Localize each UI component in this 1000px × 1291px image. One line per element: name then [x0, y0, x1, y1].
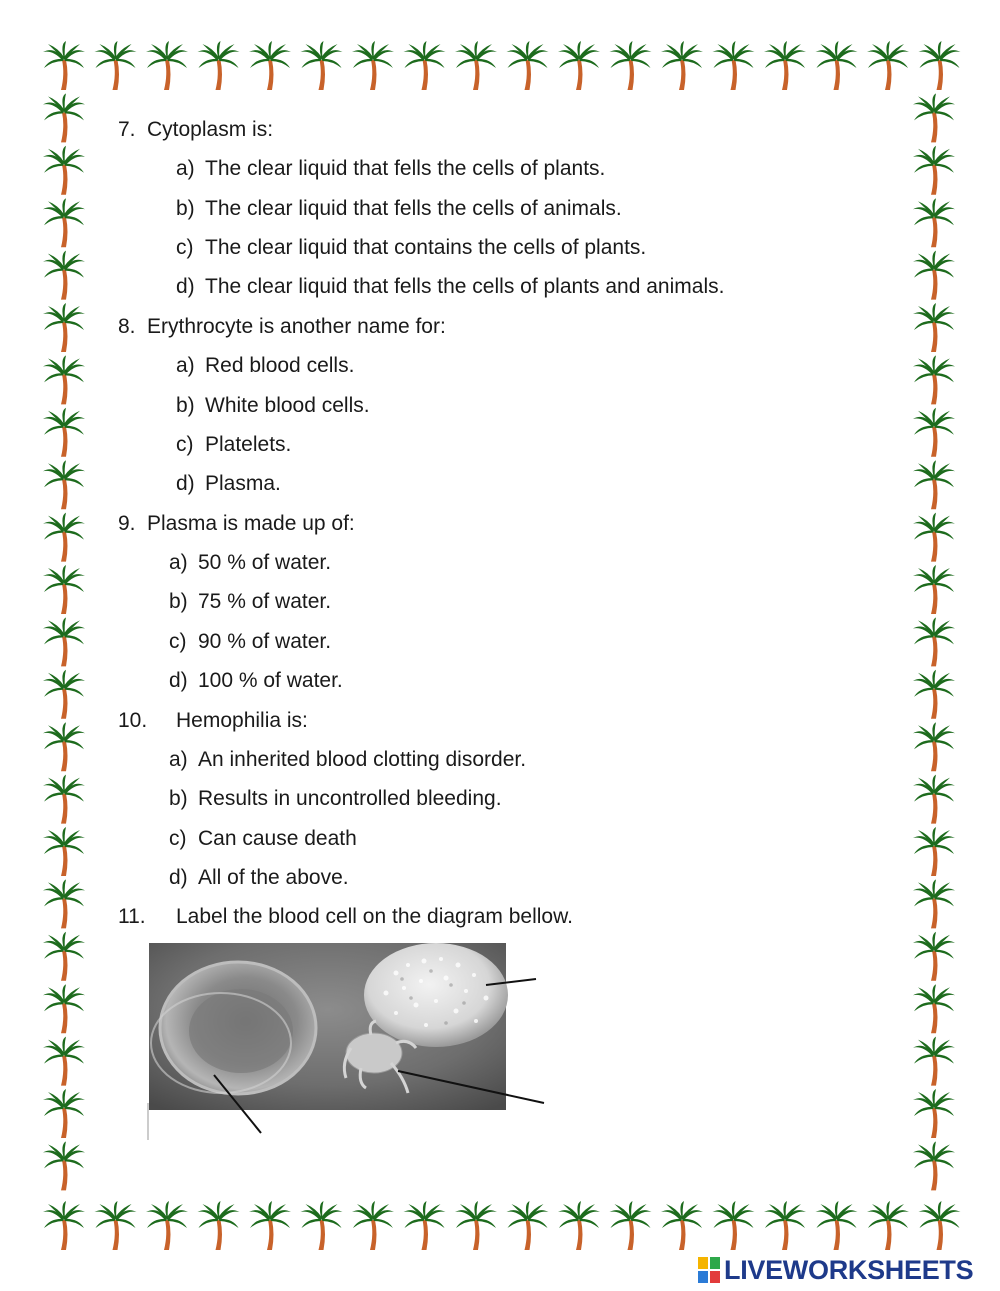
palm-tree-icon	[43, 775, 85, 824]
option-text: Platelets.	[205, 433, 292, 456]
option-letter: c)	[169, 630, 187, 653]
palm-tree-icon	[913, 984, 955, 1033]
palm-tree-icon	[713, 41, 755, 90]
palm-tree-icon	[913, 1037, 955, 1086]
palm-tree-icon	[198, 41, 240, 90]
option-letter: c)	[169, 827, 187, 850]
palm-tree-icon	[661, 1201, 703, 1250]
palm-tree-icon	[43, 879, 85, 928]
question-number: 11.	[118, 905, 146, 928]
palm-tree-icon	[249, 1201, 291, 1250]
palm-tree-icon	[913, 146, 955, 195]
palm-tree-icon	[507, 1201, 549, 1250]
option-text: 50 % of water.	[198, 551, 332, 574]
palm-tree-icon	[43, 251, 85, 300]
palm-tree-icon	[913, 355, 955, 404]
white-blood-cell	[364, 943, 508, 1047]
option-letter: d)	[176, 275, 195, 298]
option-letter: a)	[169, 748, 188, 771]
palm-tree-icon	[301, 1201, 343, 1250]
palm-tree-icon	[455, 41, 497, 90]
palm-tree-icon	[43, 670, 85, 719]
option-letter: b)	[169, 787, 188, 810]
palm-tree-icon	[43, 460, 85, 509]
palm-tree-icon	[43, 722, 85, 771]
question-number: 9.	[118, 512, 136, 535]
palm-tree-icon	[913, 670, 955, 719]
option-text: All of the above.	[198, 866, 349, 889]
option-letter: b)	[176, 394, 195, 417]
palm-tree-icon	[43, 513, 85, 562]
option-text: 75 % of water.	[198, 590, 332, 613]
palm-tree-icon	[913, 565, 955, 614]
palm-tree-icon	[198, 1201, 240, 1250]
palm-tree-icon	[558, 1201, 600, 1250]
option-letter: a)	[169, 551, 188, 574]
palm-tree-icon	[146, 41, 188, 90]
palm-tree-icon	[558, 41, 600, 90]
palm-tree-icon	[913, 932, 955, 981]
palm-tree-icon	[43, 1037, 85, 1086]
palm-tree-icon	[43, 1141, 85, 1190]
option-letter: d)	[169, 866, 188, 889]
palm-tree-icon	[713, 1201, 755, 1250]
palm-tree-icon	[913, 303, 955, 352]
palm-tree-icon	[43, 1201, 85, 1250]
option-text: The clear liquid that fells the cells of plants.	[205, 157, 606, 180]
palm-tree-icon	[913, 1141, 955, 1190]
option-text: White blood cells.	[205, 394, 370, 417]
option-letter: c)	[176, 433, 194, 456]
palm-tree-icon	[913, 1089, 955, 1138]
palm-tree-icon	[404, 1201, 446, 1250]
palm-tree-icon	[95, 41, 137, 90]
palm-tree-icon	[43, 355, 85, 404]
option-letter: d)	[176, 472, 195, 495]
palm-tree-icon	[352, 1201, 394, 1250]
palm-tree-icon	[43, 198, 85, 247]
palm-tree-icon	[146, 1201, 188, 1250]
question-number: 8.	[118, 315, 136, 338]
option-letter: a)	[176, 354, 195, 377]
question-text: Label the blood cell on the diagram bellow.	[176, 905, 573, 928]
palm-tree-icon	[43, 1089, 85, 1138]
palm-tree-icon	[43, 617, 85, 666]
question-number: 7.	[118, 118, 136, 141]
option-text: Can cause death	[198, 827, 357, 850]
palm-tree-icon	[764, 1201, 806, 1250]
palm-tree-icon	[913, 198, 955, 247]
palm-tree-icon	[913, 93, 955, 142]
palm-tree-icon	[43, 41, 85, 90]
palm-tree-icon	[913, 775, 955, 824]
palm-tree-icon	[43, 303, 85, 352]
question-number: 10.	[118, 709, 148, 732]
option-text: An inherited blood clotting disorder.	[198, 748, 527, 771]
palm-tree-icon	[764, 41, 806, 90]
palm-tree-icon	[301, 41, 343, 90]
palm-tree-icon	[455, 1201, 497, 1250]
option-text: 100 % of water.	[198, 669, 343, 692]
liveworksheets-logo	[698, 1255, 998, 1285]
palm-tree-icon	[43, 565, 85, 614]
liveworksheets-logo-icon	[698, 1257, 722, 1283]
blood-cell-diagram	[146, 943, 556, 1143]
question-text: Cytoplasm is:	[147, 118, 274, 141]
palm-tree-icon	[816, 1201, 858, 1250]
option-text: Results in uncontrolled bleeding.	[198, 787, 502, 810]
option-text: Red blood cells.	[205, 354, 355, 377]
palm-tree-icon	[404, 41, 446, 90]
palm-tree-icon	[352, 41, 394, 90]
question-text: Hemophilia is:	[176, 709, 308, 732]
option-text: Plasma.	[205, 472, 281, 495]
palm-tree-icon	[661, 41, 703, 90]
palm-tree-icon	[867, 41, 909, 90]
liveworksheets-brand-text: LIVEWORKSHEETS	[724, 1255, 974, 1285]
palm-tree-icon	[816, 41, 858, 90]
palm-tree-icon	[610, 1201, 652, 1250]
question-text: Erythrocyte is another name for:	[147, 315, 446, 338]
option-text: The clear liquid that contains the cells of plants.	[205, 236, 647, 259]
palm-tree-icon	[43, 93, 85, 142]
option-text: The clear liquid that fells the cells of animals.	[205, 197, 622, 220]
palm-tree-icon	[919, 1201, 961, 1250]
option-letter: b)	[176, 197, 195, 220]
palm-tree-icon	[249, 41, 291, 90]
palm-tree-icon	[913, 879, 955, 928]
palm-tree-icon	[43, 932, 85, 981]
option-text: 90 % of water.	[198, 630, 332, 653]
option-letter: c)	[176, 236, 194, 259]
palm-tree-icon	[913, 251, 955, 300]
palm-tree-icon	[919, 41, 961, 90]
palm-tree-icon	[913, 460, 955, 509]
palm-tree-icon	[913, 408, 955, 457]
palm-tree-icon	[43, 827, 85, 876]
palm-tree-icon	[43, 146, 85, 195]
palm-tree-icon	[913, 722, 955, 771]
option-letter: b)	[169, 590, 188, 613]
option-letter: a)	[176, 157, 195, 180]
palm-tree-icon	[913, 827, 955, 876]
palm-tree-icon	[867, 1201, 909, 1250]
palm-tree-icon	[913, 617, 955, 666]
question-text: Plasma is made up of:	[147, 512, 355, 535]
palm-tree-icon	[43, 408, 85, 457]
palm-tree-icon	[95, 1201, 137, 1250]
palm-tree-icon	[610, 41, 652, 90]
palm-tree-icon	[913, 513, 955, 562]
palm-tree-icon	[43, 984, 85, 1033]
option-letter: d)	[169, 669, 188, 692]
palm-tree-icon	[507, 41, 549, 90]
option-text: The clear liquid that fells the cells of plants and animals.	[205, 275, 725, 298]
